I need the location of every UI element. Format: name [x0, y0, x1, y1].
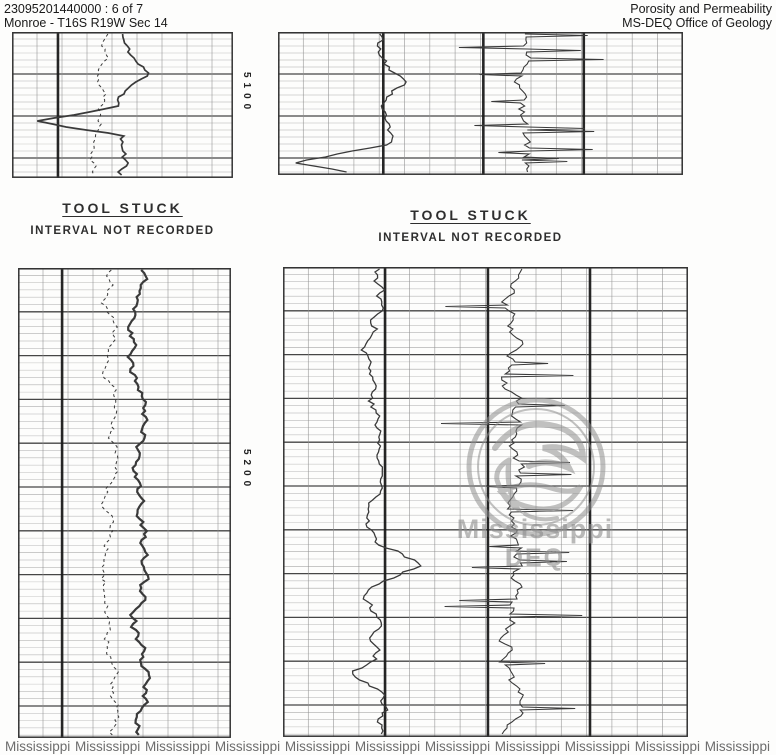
tool-stuck-title: TOOL STUCK [410, 207, 531, 223]
depth-label-5200: 5200 [241, 449, 252, 492]
footer-watermark-word: Mississippi [424, 739, 491, 754]
log-panel-top-right [278, 32, 683, 175]
footer-watermark-word: Mississippi [564, 739, 631, 754]
interval-not-recorded-note: INTERVAL NOT RECORDED [30, 225, 215, 237]
footer-watermark-word: Mississippi [144, 739, 211, 754]
footer-watermark-word: Mississippi [74, 739, 141, 754]
header-right [622, 2, 772, 30]
footer-watermark-word: Mississippi [5, 739, 71, 754]
watermark-mississippi: Mississippi [456, 514, 614, 544]
footer-watermark-word: Mississippi [354, 739, 421, 754]
well-location: Monroe - T16S R19W Sec 14 [4, 16, 168, 30]
log-panel-bottom-right [283, 267, 688, 737]
tool-stuck-note-left [30, 200, 215, 237]
log-panel-top-left [12, 32, 233, 178]
depth-label-5100: 5100 [241, 72, 252, 115]
footer-watermark-word: Mississippi [704, 739, 770, 754]
footer-watermark-word: Mississippi [214, 739, 281, 754]
tool-stuck-note-right [378, 207, 563, 244]
agency-name: MS-DEQ Office of Geology [622, 16, 772, 30]
log-title: Porosity and Permeability [630, 2, 772, 16]
header-left [4, 2, 168, 30]
document-id: 23095201440000 : 6 of 7 [4, 2, 144, 16]
interval-not-recorded-note: INTERVAL NOT RECORDED [378, 232, 563, 244]
footer-watermark-word: Mississippi [284, 739, 351, 754]
tool-stuck-title: TOOL STUCK [62, 200, 183, 216]
footer-watermark-word: Mississippi [634, 739, 700, 754]
watermark-deq: DEQ [504, 544, 566, 572]
footer-watermark-word: Mississippi [494, 739, 561, 754]
log-panel-bottom-left [18, 268, 231, 738]
footer-watermark-row [5, 739, 770, 754]
